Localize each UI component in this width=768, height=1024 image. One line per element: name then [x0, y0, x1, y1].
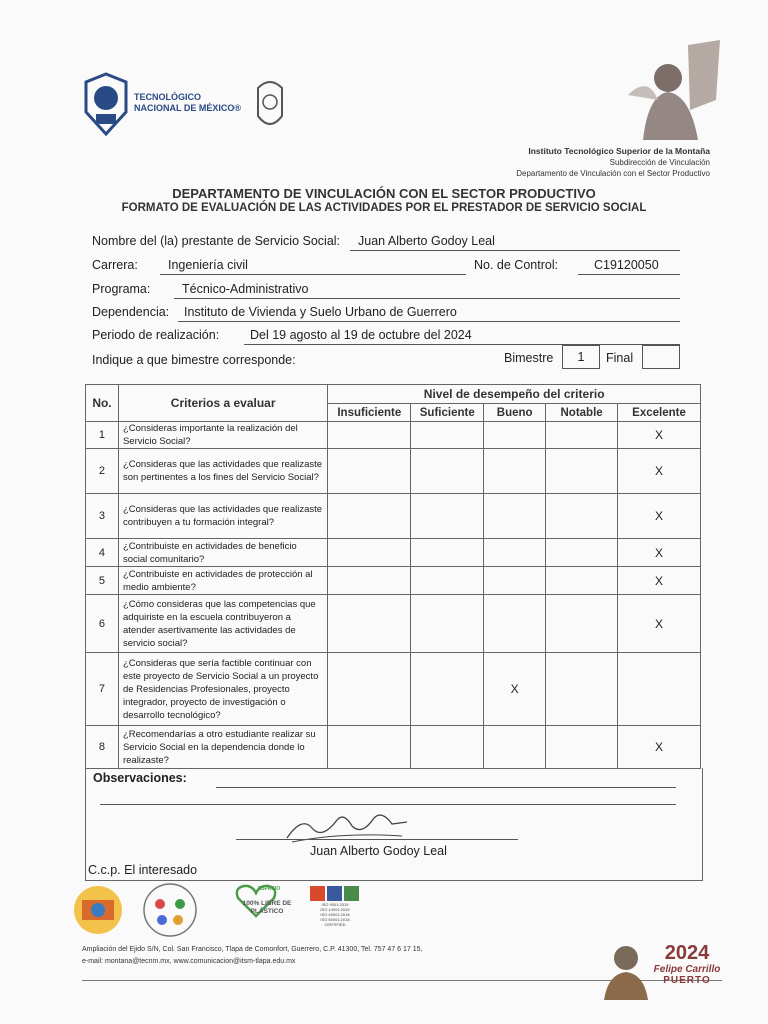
table-row: [86, 494, 701, 539]
criterion-text: ¿Contribuiste en actividades de protección al medio ambiente?: [118, 567, 327, 595]
tecnm-logo-icon: [82, 72, 130, 136]
criterion-text: ¿Contribuiste en actividades de beneficio social comunitario?: [118, 539, 327, 567]
guerrero-crest-icon: [252, 74, 288, 134]
row-number: 1: [86, 422, 119, 449]
career-label: Carrera:: [92, 258, 138, 272]
rating-cell: [546, 494, 618, 539]
dependency-underline: [178, 321, 680, 322]
rating-cell: [411, 494, 484, 539]
observations-box: [85, 768, 703, 881]
bimester-label: Bimestre: [504, 351, 554, 365]
criterion-text: ¿Recomendarías a otro estudiante realizar su Servicio Social en la dependencia donde lo realizaste?: [118, 726, 327, 769]
rating-cell: X: [618, 726, 701, 769]
program-underline: [174, 298, 680, 299]
rating-cell: [411, 595, 484, 653]
ccp-note: C.c.p. El interesado: [88, 863, 198, 877]
table-row: [86, 449, 701, 494]
final-label: Final: [606, 351, 634, 365]
evaluation-table: [85, 384, 701, 769]
career-underline: [160, 274, 466, 275]
municipal-logo-icon: [66, 884, 130, 936]
observations-line-1: [216, 787, 676, 788]
row-number: 3: [86, 494, 119, 539]
table-row: [86, 726, 701, 769]
program-label: Programa:: [92, 282, 151, 296]
observations-line-2: [100, 804, 676, 805]
col-criteria-header: Criterios a evaluar: [118, 385, 327, 422]
rating-cell: [328, 494, 411, 539]
period-value: Del 19 agosto al 19 de octubre del 2024: [250, 328, 472, 342]
level-header-0: Insuficiente: [328, 404, 411, 422]
table-row: [86, 539, 701, 567]
rating-cell: [411, 422, 484, 449]
rating-cell: [546, 653, 618, 726]
rating-cell: [484, 567, 546, 595]
period-label: Periodo de realización:: [92, 328, 220, 342]
rating-cell: [618, 653, 701, 726]
criterion-text: ¿Cómo consideras que las competencias que adquiriste en la escuela contribuyeron a atender asertivamente las actividades de servicio social?: [118, 595, 327, 653]
rating-cell: X: [618, 449, 701, 494]
control-label: No. de Control:: [474, 258, 559, 272]
name-value: Juan Alberto Godoy Leal: [358, 234, 495, 248]
control-underline: [578, 274, 680, 275]
heroine-portrait-icon: [628, 40, 723, 140]
tecnm-name: TECNOLÓGICO NACIONAL DE MÉXICO®: [134, 92, 241, 113]
criterion-text: ¿Consideras importante la realización del Servicio Social?: [118, 422, 327, 449]
rating-cell: [546, 726, 618, 769]
plastic-free-badge: ESPACIO 100% LIBRE DE PLÁSTICO: [218, 884, 294, 932]
rating-cell: [328, 539, 411, 567]
rating-cell: [484, 726, 546, 769]
rating-cell: [546, 567, 618, 595]
signature-name: Juan Alberto Godoy Leal: [310, 844, 447, 858]
rating-cell: [484, 422, 546, 449]
final-box: [642, 345, 680, 369]
dependency-value: Instituto de Vivienda y Suelo Urbano de Guerrero: [184, 305, 457, 319]
level-header-3: Notable: [546, 404, 618, 422]
footer-address: Ampliación del Ejido S/N, Col. San Francisco, Tlapa de Comonfort, Guerrero, C.P. 41300, Tel. 757 47 6 17 15, e-mail: montana@tecnm.mx, www.comunicacion@itsm-tlapa.edu.mx: [82, 946, 423, 965]
level-header-1: Suficiente: [411, 404, 484, 422]
career-value: Ingeniería civil: [168, 258, 248, 272]
iso-logo-icon: [310, 886, 325, 901]
rating-cell: [328, 726, 411, 769]
table-row: [86, 422, 701, 449]
rating-cell: [546, 595, 618, 653]
table-row: [86, 595, 701, 653]
criterion-text: ¿Consideras que las actividades que realizaste son pertinentes a los fines del Servicio Social?: [118, 449, 327, 494]
bimester-prompt: Indique a que bimestre corresponde:: [92, 353, 296, 367]
rating-cell: [328, 449, 411, 494]
rating-cell: [546, 539, 618, 567]
row-number: 6: [86, 595, 119, 653]
commemoration-2024: 2024 Felipe Carrillo PUERTO: [653, 942, 721, 986]
rating-cell: [484, 539, 546, 567]
row-number: 4: [86, 539, 119, 567]
signature-scribble: [282, 806, 412, 846]
level-header-2: Bueno: [484, 404, 546, 422]
rating-cell: [546, 449, 618, 494]
col-no-header: No.: [86, 385, 119, 422]
rating-cell: [546, 422, 618, 449]
row-number: 8: [86, 726, 119, 769]
form-title: FORMATO DE EVALUACIÓN DE LAS ACTIVIDADES POR EL PRESTADOR DE SERVICIO SOCIAL: [121, 202, 647, 214]
felipe-carrillo-portrait-icon: [600, 938, 650, 1000]
rating-cell: [328, 653, 411, 726]
row-number: 2: [86, 449, 119, 494]
name-underline: [350, 250, 680, 251]
rating-cell: [411, 449, 484, 494]
equality-seal-icon: [140, 882, 200, 938]
rating-cell: [484, 449, 546, 494]
period-underline: [244, 344, 680, 345]
criterion-text: ¿Consideras que sería factible continuar con este proyecto de Servicio Social a un proyecto de Residencias Profesionales, proyecto integrador, proyecto de investigación o desarrollo tecnológico?: [118, 653, 327, 726]
bimester-box: 1: [562, 345, 600, 369]
iso-logo-icon-2: [327, 886, 342, 901]
rating-cell: X: [618, 422, 701, 449]
rating-cell: X: [618, 595, 701, 653]
name-label: Nombre del (la) prestante de Servicio Social:: [92, 234, 341, 248]
iso-logo-icon-3: [344, 886, 359, 901]
level-header-4: Excelente: [618, 404, 701, 422]
level-header: Nivel de desempeño del criterio: [328, 385, 701, 404]
rating-cell: [328, 422, 411, 449]
table-row: [86, 567, 701, 595]
rating-cell: X: [484, 653, 546, 726]
department-title: DEPARTAMENTO DE VINCULACIÓN CON EL SECTOR PRODUCTIVO: [172, 186, 596, 201]
signature-line: [236, 839, 518, 840]
rating-cell: [484, 595, 546, 653]
rating-cell: [411, 567, 484, 595]
rating-cell: X: [618, 494, 701, 539]
rating-cell: [328, 595, 411, 653]
observations-label: Observaciones:: [93, 771, 187, 785]
program-value: Técnico-Administrativo: [182, 282, 309, 296]
rating-cell: [484, 494, 546, 539]
rating-cell: [411, 653, 484, 726]
dependency-label: Dependencia:: [92, 305, 170, 319]
control-value: C19120050: [594, 258, 659, 272]
institute-block: Instituto Tecnológico Superior de la Montaña Subdirección de Vinculación Departamento de Vinculación con el Sector Productivo: [516, 146, 710, 178]
rating-cell: [411, 539, 484, 567]
rating-cell: [328, 567, 411, 595]
iso-certification-badge: ISO 9001:2015 ISO 14001:2015 ISO 45001:2018 ISO 50001:2018 CERTIFIED: [310, 886, 360, 934]
rating-cell: X: [618, 539, 701, 567]
rating-cell: [411, 726, 484, 769]
row-number: 7: [86, 653, 119, 726]
row-number: 5: [86, 567, 119, 595]
table-row: [86, 653, 701, 726]
rating-cell: X: [618, 567, 701, 595]
criterion-text: ¿Consideras que las actividades que realizaste contribuyen a tu formación integral?: [118, 494, 327, 539]
